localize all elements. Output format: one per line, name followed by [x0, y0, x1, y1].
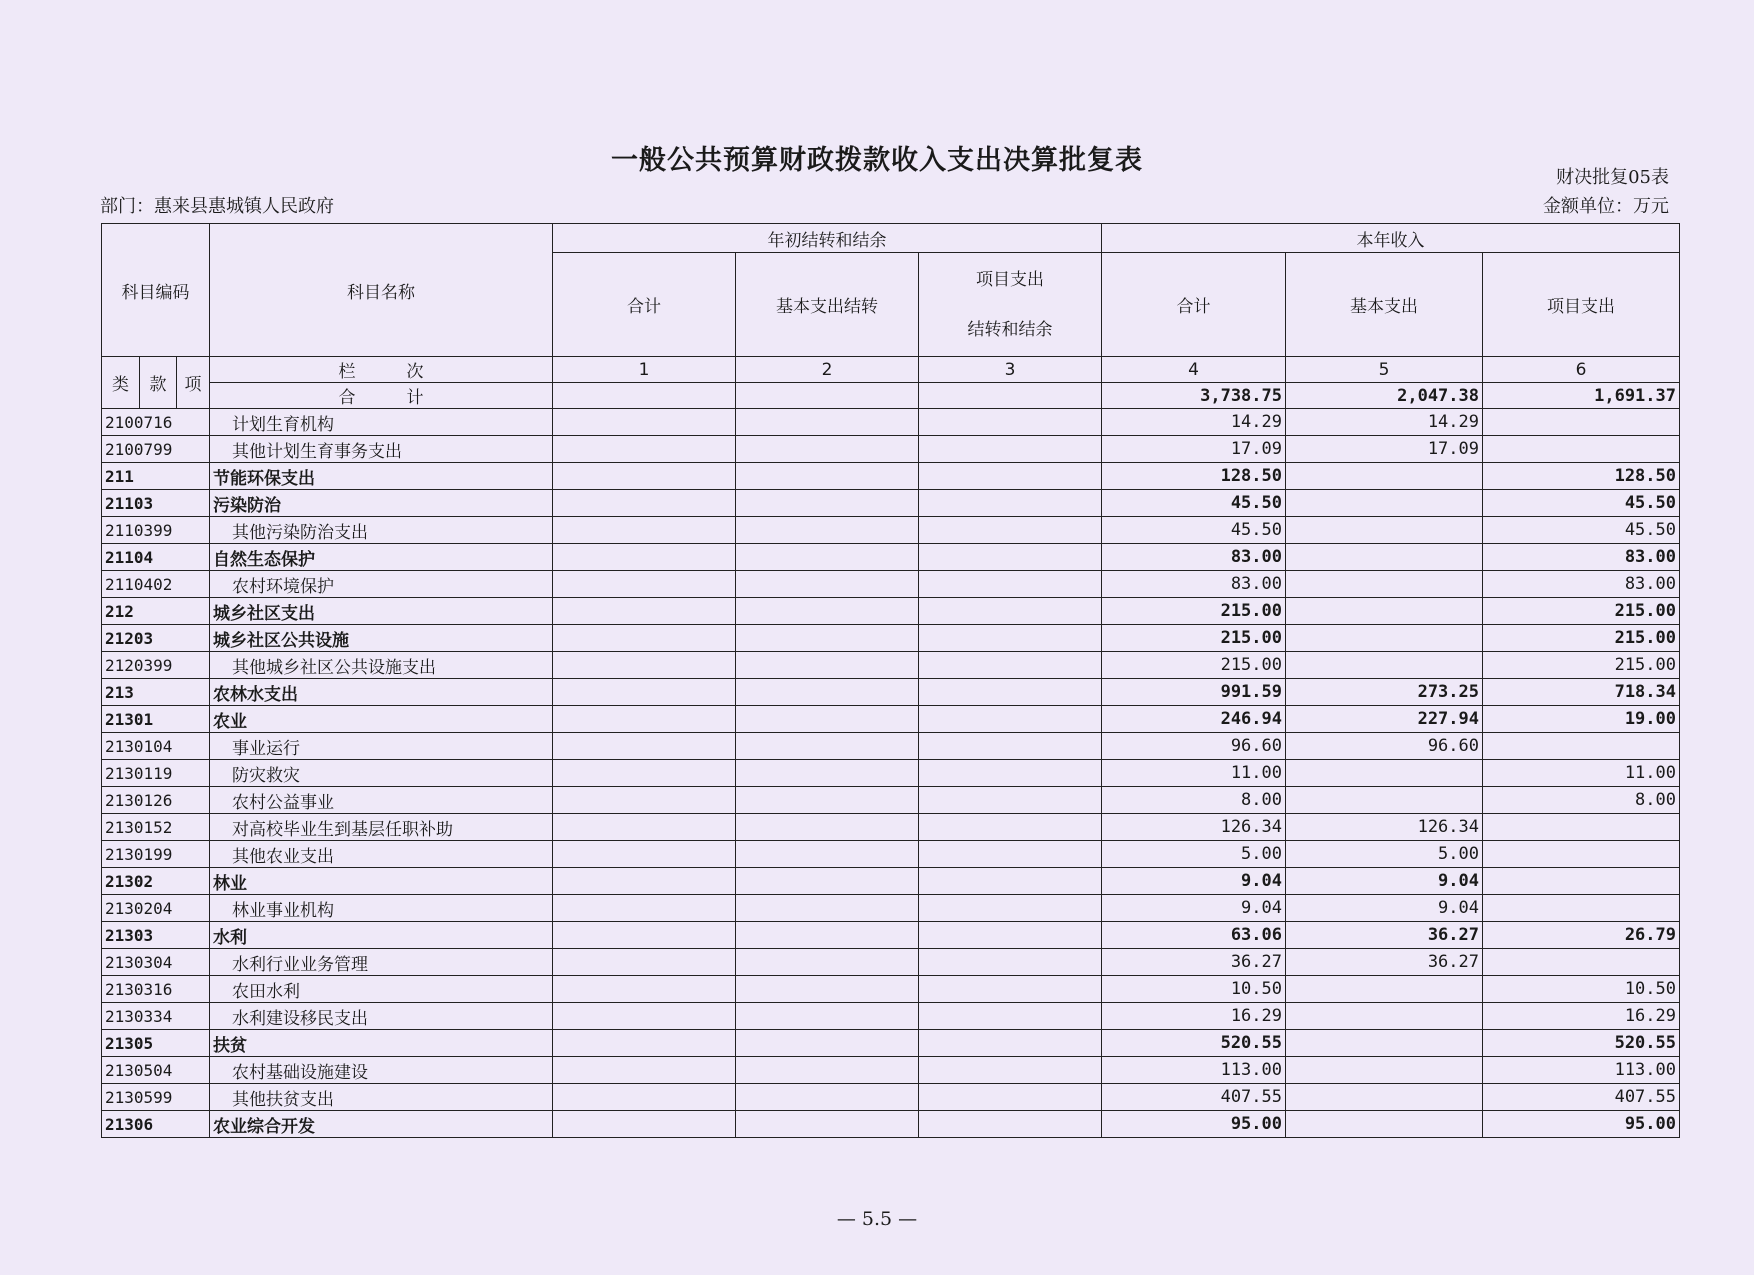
row-name: 林业事业机构 — [210, 895, 553, 922]
row-c3 — [919, 463, 1102, 490]
row-c3 — [919, 544, 1102, 571]
table-row — [102, 976, 1680, 1003]
row-c1 — [553, 463, 736, 490]
row-c5 — [1286, 1057, 1483, 1084]
row-c1 — [553, 490, 736, 517]
row-c4: 14.29 — [1102, 409, 1286, 436]
row-c5 — [1286, 652, 1483, 679]
row-name: 农业综合开发 — [210, 1111, 553, 1138]
row-c6 — [1483, 841, 1680, 868]
row-c3 — [919, 1084, 1102, 1111]
row-name: 自然生态保护 — [210, 544, 553, 571]
row-c1 — [553, 868, 736, 895]
total-c6: 1,691.37 — [1483, 383, 1680, 409]
row-c5: 227.94 — [1286, 706, 1483, 733]
row-c5 — [1286, 490, 1483, 517]
row-c6 — [1483, 409, 1680, 436]
row-c2 — [736, 814, 919, 841]
table-row — [102, 706, 1680, 733]
row-c5 — [1286, 598, 1483, 625]
table-body — [102, 409, 1680, 1138]
table-row — [102, 490, 1680, 517]
table-row — [102, 1057, 1680, 1084]
row-c6 — [1483, 814, 1680, 841]
row-c6 — [1483, 868, 1680, 895]
row-c4: 9.04 — [1102, 895, 1286, 922]
row-code: 2130334 — [102, 1003, 210, 1030]
row-c1 — [553, 814, 736, 841]
row-name: 扶贫 — [210, 1030, 553, 1057]
row-c4: 96.60 — [1102, 733, 1286, 760]
row-c6 — [1483, 949, 1680, 976]
unit-label: 金额单位：万元 — [1543, 196, 1669, 217]
row-c1 — [553, 922, 736, 949]
row-c4: 45.50 — [1102, 517, 1286, 544]
header-name: 科目名称 — [210, 224, 553, 357]
header-c3 — [919, 253, 1102, 357]
table-row — [102, 1084, 1680, 1111]
row-code: 2130199 — [102, 841, 210, 868]
row-c1 — [553, 1030, 736, 1057]
header-c1: 合计 — [553, 253, 736, 357]
header-income-group: 本年收入 — [1102, 224, 1680, 253]
row-c2 — [736, 868, 919, 895]
row-code: 2130316 — [102, 976, 210, 1003]
header-code: 科目编码 — [102, 224, 210, 357]
row-c2 — [736, 949, 919, 976]
row-c2 — [736, 1084, 919, 1111]
row-name: 农田水利 — [210, 976, 553, 1003]
row-c2 — [736, 652, 919, 679]
row-c6: 83.00 — [1483, 571, 1680, 598]
budget-table — [101, 223, 1680, 1138]
row-c2 — [736, 463, 919, 490]
table-row — [102, 544, 1680, 571]
row-name: 林业 — [210, 868, 553, 895]
header-carryover-group: 年初结转和结余 — [553, 224, 1102, 253]
row-c3 — [919, 436, 1102, 463]
col-num-1: 1 — [553, 357, 736, 383]
table-row — [102, 733, 1680, 760]
row-name: 水利建设移民支出 — [210, 1003, 553, 1030]
row-c5: 14.29 — [1286, 409, 1483, 436]
row-code: 213 — [102, 679, 210, 706]
row-c4: 45.50 — [1102, 490, 1286, 517]
row-c1 — [553, 760, 736, 787]
row-name: 城乡社区公共设施 — [210, 625, 553, 652]
row-c3 — [919, 625, 1102, 652]
row-name: 农村公益事业 — [210, 787, 553, 814]
row-c2 — [736, 679, 919, 706]
row-c3 — [919, 976, 1102, 1003]
row-c4: 113.00 — [1102, 1057, 1286, 1084]
row-name: 计划生育机构 — [210, 409, 553, 436]
row-name: 水利行业业务管理 — [210, 949, 553, 976]
row-c3 — [919, 814, 1102, 841]
total-c4: 3,738.75 — [1102, 383, 1286, 409]
header-c3-line2: 结转和结余 — [967, 319, 1053, 340]
row-c1 — [553, 544, 736, 571]
table-row — [102, 436, 1680, 463]
row-c3 — [919, 949, 1102, 976]
row-c6: 8.00 — [1483, 787, 1680, 814]
row-code: 21203 — [102, 625, 210, 652]
row-code: 2110402 — [102, 571, 210, 598]
row-c6: 215.00 — [1483, 652, 1680, 679]
row-name: 其他农业支出 — [210, 841, 553, 868]
row-c4: 215.00 — [1102, 598, 1286, 625]
row-c4: 991.59 — [1102, 679, 1286, 706]
row-c4: 126.34 — [1102, 814, 1286, 841]
row-c5 — [1286, 976, 1483, 1003]
row-c5 — [1286, 1084, 1483, 1111]
table-row — [102, 949, 1680, 976]
table-row — [102, 625, 1680, 652]
row-c5 — [1286, 517, 1483, 544]
row-code: 2130104 — [102, 733, 210, 760]
row-c5 — [1286, 1030, 1483, 1057]
row-c3 — [919, 895, 1102, 922]
row-code: 2130204 — [102, 895, 210, 922]
table-row — [102, 409, 1680, 436]
row-c5: 96.60 — [1286, 733, 1483, 760]
row-c6: 215.00 — [1483, 625, 1680, 652]
row-c6 — [1483, 436, 1680, 463]
row-c3 — [919, 922, 1102, 949]
row-c3 — [919, 679, 1102, 706]
row-c2 — [736, 625, 919, 652]
row-name: 防灾救灾 — [210, 760, 553, 787]
table-row — [102, 895, 1680, 922]
row-c1 — [553, 787, 736, 814]
row-c6: 83.00 — [1483, 544, 1680, 571]
row-c6: 113.00 — [1483, 1057, 1680, 1084]
header-c4: 合计 — [1102, 253, 1286, 357]
row-code: 211 — [102, 463, 210, 490]
row-c6: 407.55 — [1483, 1084, 1680, 1111]
row-c3 — [919, 490, 1102, 517]
header-lei: 类 — [102, 357, 140, 409]
row-c4: 63.06 — [1102, 922, 1286, 949]
col-num-4: 4 — [1102, 357, 1286, 383]
total-c2 — [736, 383, 919, 409]
row-c4: 215.00 — [1102, 652, 1286, 679]
row-c2 — [736, 436, 919, 463]
row-c5 — [1286, 787, 1483, 814]
row-c1 — [553, 517, 736, 544]
row-c4: 36.27 — [1102, 949, 1286, 976]
row-c6: 95.00 — [1483, 1111, 1680, 1138]
row-c1 — [553, 652, 736, 679]
row-c4: 9.04 — [1102, 868, 1286, 895]
row-c3 — [919, 733, 1102, 760]
row-c5: 36.27 — [1286, 922, 1483, 949]
row-c3 — [919, 598, 1102, 625]
row-c5 — [1286, 544, 1483, 571]
row-name: 水利 — [210, 922, 553, 949]
total-c5: 2,047.38 — [1286, 383, 1483, 409]
row-c3 — [919, 1057, 1102, 1084]
row-c2 — [736, 922, 919, 949]
row-c5 — [1286, 571, 1483, 598]
row-c6 — [1483, 733, 1680, 760]
table-row — [102, 841, 1680, 868]
table-row — [102, 652, 1680, 679]
row-name: 农村基础设施建设 — [210, 1057, 553, 1084]
row-c1 — [553, 949, 736, 976]
row-c2 — [736, 733, 919, 760]
row-c3 — [919, 1030, 1102, 1057]
row-c1 — [553, 841, 736, 868]
row-c2 — [736, 787, 919, 814]
row-c5 — [1286, 1003, 1483, 1030]
row-c2 — [736, 976, 919, 1003]
row-name: 事业运行 — [210, 733, 553, 760]
row-code: 21301 — [102, 706, 210, 733]
row-c1 — [553, 706, 736, 733]
row-c2 — [736, 1003, 919, 1030]
department-label: 部门：惠来县惠城镇人民政府 — [100, 196, 334, 217]
col-num-2: 2 — [736, 357, 919, 383]
row-c2 — [736, 571, 919, 598]
form-code: 财决批复05表 — [1556, 167, 1669, 188]
row-name: 其他城乡社区公共设施支出 — [210, 652, 553, 679]
total-c3 — [919, 383, 1102, 409]
row-c4: 520.55 — [1102, 1030, 1286, 1057]
row-code: 2130152 — [102, 814, 210, 841]
table-row — [102, 760, 1680, 787]
row-c2 — [736, 1057, 919, 1084]
row-c3 — [919, 409, 1102, 436]
row-code: 2110399 — [102, 517, 210, 544]
row-c5: 273.25 — [1286, 679, 1483, 706]
table-row — [102, 922, 1680, 949]
row-c4: 246.94 — [1102, 706, 1286, 733]
row-c3 — [919, 787, 1102, 814]
row-c6: 16.29 — [1483, 1003, 1680, 1030]
row-code: 21305 — [102, 1030, 210, 1057]
row-c3 — [919, 706, 1102, 733]
row-c6 — [1483, 895, 1680, 922]
row-code: 2120399 — [102, 652, 210, 679]
page-title: 一般公共预算财政拨款收入支出决算批复表 — [611, 145, 1143, 176]
row-name: 其他计划生育事务支出 — [210, 436, 553, 463]
header-c5: 基本支出 — [1286, 253, 1483, 357]
col-num-3: 3 — [919, 357, 1102, 383]
col-num-6: 6 — [1483, 357, 1680, 383]
row-c4: 215.00 — [1102, 625, 1286, 652]
row-c1 — [553, 436, 736, 463]
row-c5: 9.04 — [1286, 868, 1483, 895]
row-c4: 5.00 — [1102, 841, 1286, 868]
header-c2: 基本支出结转 — [736, 253, 919, 357]
row-c5: 36.27 — [1286, 949, 1483, 976]
row-name: 污染防治 — [210, 490, 553, 517]
row-c5 — [1286, 760, 1483, 787]
row-code: 21306 — [102, 1111, 210, 1138]
row-code: 2130119 — [102, 760, 210, 787]
row-name: 农业 — [210, 706, 553, 733]
header-lanci: 栏 次 — [210, 357, 553, 383]
row-c4: 128.50 — [1102, 463, 1286, 490]
row-name: 其他扶贫支出 — [210, 1084, 553, 1111]
row-c3 — [919, 868, 1102, 895]
row-code: 21104 — [102, 544, 210, 571]
table-row — [102, 463, 1680, 490]
row-c1 — [553, 1003, 736, 1030]
row-c3 — [919, 571, 1102, 598]
row-code: 2100716 — [102, 409, 210, 436]
row-c6: 26.79 — [1483, 922, 1680, 949]
row-c4: 17.09 — [1102, 436, 1286, 463]
row-c6: 128.50 — [1483, 463, 1680, 490]
row-c1 — [553, 1084, 736, 1111]
row-c4: 407.55 — [1102, 1084, 1286, 1111]
table-row — [102, 679, 1680, 706]
row-c6: 11.00 — [1483, 760, 1680, 787]
row-c4: 95.00 — [1102, 1111, 1286, 1138]
row-c3 — [919, 841, 1102, 868]
row-name: 节能环保支出 — [210, 463, 553, 490]
row-c5 — [1286, 1111, 1483, 1138]
row-name: 其他污染防治支出 — [210, 517, 553, 544]
header-c6: 项目支出 — [1483, 253, 1680, 357]
row-c1 — [553, 409, 736, 436]
row-code: 212 — [102, 598, 210, 625]
table-row — [102, 787, 1680, 814]
row-code: 21303 — [102, 922, 210, 949]
header-xiang: 项 — [177, 357, 210, 409]
total-label: 合 计 — [210, 383, 553, 409]
row-name: 城乡社区支出 — [210, 598, 553, 625]
row-c2 — [736, 760, 919, 787]
row-c4: 10.50 — [1102, 976, 1286, 1003]
row-c1 — [553, 733, 736, 760]
row-c6: 45.50 — [1483, 490, 1680, 517]
row-c5: 9.04 — [1286, 895, 1483, 922]
table-row — [102, 571, 1680, 598]
row-code: 2130504 — [102, 1057, 210, 1084]
table-row — [102, 598, 1680, 625]
row-c2 — [736, 598, 919, 625]
row-c2 — [736, 409, 919, 436]
row-c2 — [736, 517, 919, 544]
row-code: 2130126 — [102, 787, 210, 814]
row-c1 — [553, 895, 736, 922]
row-name: 农村环境保护 — [210, 571, 553, 598]
row-name: 农林水支出 — [210, 679, 553, 706]
row-c2 — [736, 1111, 919, 1138]
row-c4: 83.00 — [1102, 571, 1286, 598]
row-c4: 83.00 — [1102, 544, 1286, 571]
row-name: 对高校毕业生到基层任职补助 — [210, 814, 553, 841]
row-c1 — [553, 679, 736, 706]
row-c2 — [736, 895, 919, 922]
row-code: 2100799 — [102, 436, 210, 463]
row-code: 21302 — [102, 868, 210, 895]
row-c5 — [1286, 625, 1483, 652]
row-c6: 520.55 — [1483, 1030, 1680, 1057]
row-c5 — [1286, 463, 1483, 490]
row-c6: 718.34 — [1483, 679, 1680, 706]
row-c3 — [919, 1003, 1102, 1030]
page-number: — 5.5 — — [836, 1208, 918, 1230]
row-c5: 126.34 — [1286, 814, 1483, 841]
row-c6: 19.00 — [1483, 706, 1680, 733]
row-c3 — [919, 517, 1102, 544]
table-row — [102, 1003, 1680, 1030]
row-c3 — [919, 652, 1102, 679]
row-code: 21103 — [102, 490, 210, 517]
table-row — [102, 517, 1680, 544]
row-code: 2130304 — [102, 949, 210, 976]
row-c1 — [553, 1057, 736, 1084]
row-c5: 5.00 — [1286, 841, 1483, 868]
table-row — [102, 814, 1680, 841]
total-c1 — [553, 383, 736, 409]
table-row — [102, 868, 1680, 895]
row-c2 — [736, 490, 919, 517]
row-c1 — [553, 571, 736, 598]
row-c5: 17.09 — [1286, 436, 1483, 463]
row-c1 — [553, 976, 736, 1003]
row-c2 — [736, 841, 919, 868]
row-c6: 45.50 — [1483, 517, 1680, 544]
row-c6: 10.50 — [1483, 976, 1680, 1003]
row-code: 2130599 — [102, 1084, 210, 1111]
row-c2 — [736, 544, 919, 571]
table-row — [102, 1111, 1680, 1138]
header-kuan: 款 — [140, 357, 177, 409]
row-c4: 8.00 — [1102, 787, 1286, 814]
header-c3-line1: 项目支出 — [976, 269, 1044, 290]
row-c3 — [919, 760, 1102, 787]
row-c2 — [736, 706, 919, 733]
row-c2 — [736, 1030, 919, 1057]
row-c1 — [553, 598, 736, 625]
row-c4: 16.29 — [1102, 1003, 1286, 1030]
col-num-5: 5 — [1286, 357, 1483, 383]
row-c3 — [919, 1111, 1102, 1138]
table-row — [102, 1030, 1680, 1057]
row-c6: 215.00 — [1483, 598, 1680, 625]
row-c4: 11.00 — [1102, 760, 1286, 787]
row-c1 — [553, 625, 736, 652]
row-c1 — [553, 1111, 736, 1138]
